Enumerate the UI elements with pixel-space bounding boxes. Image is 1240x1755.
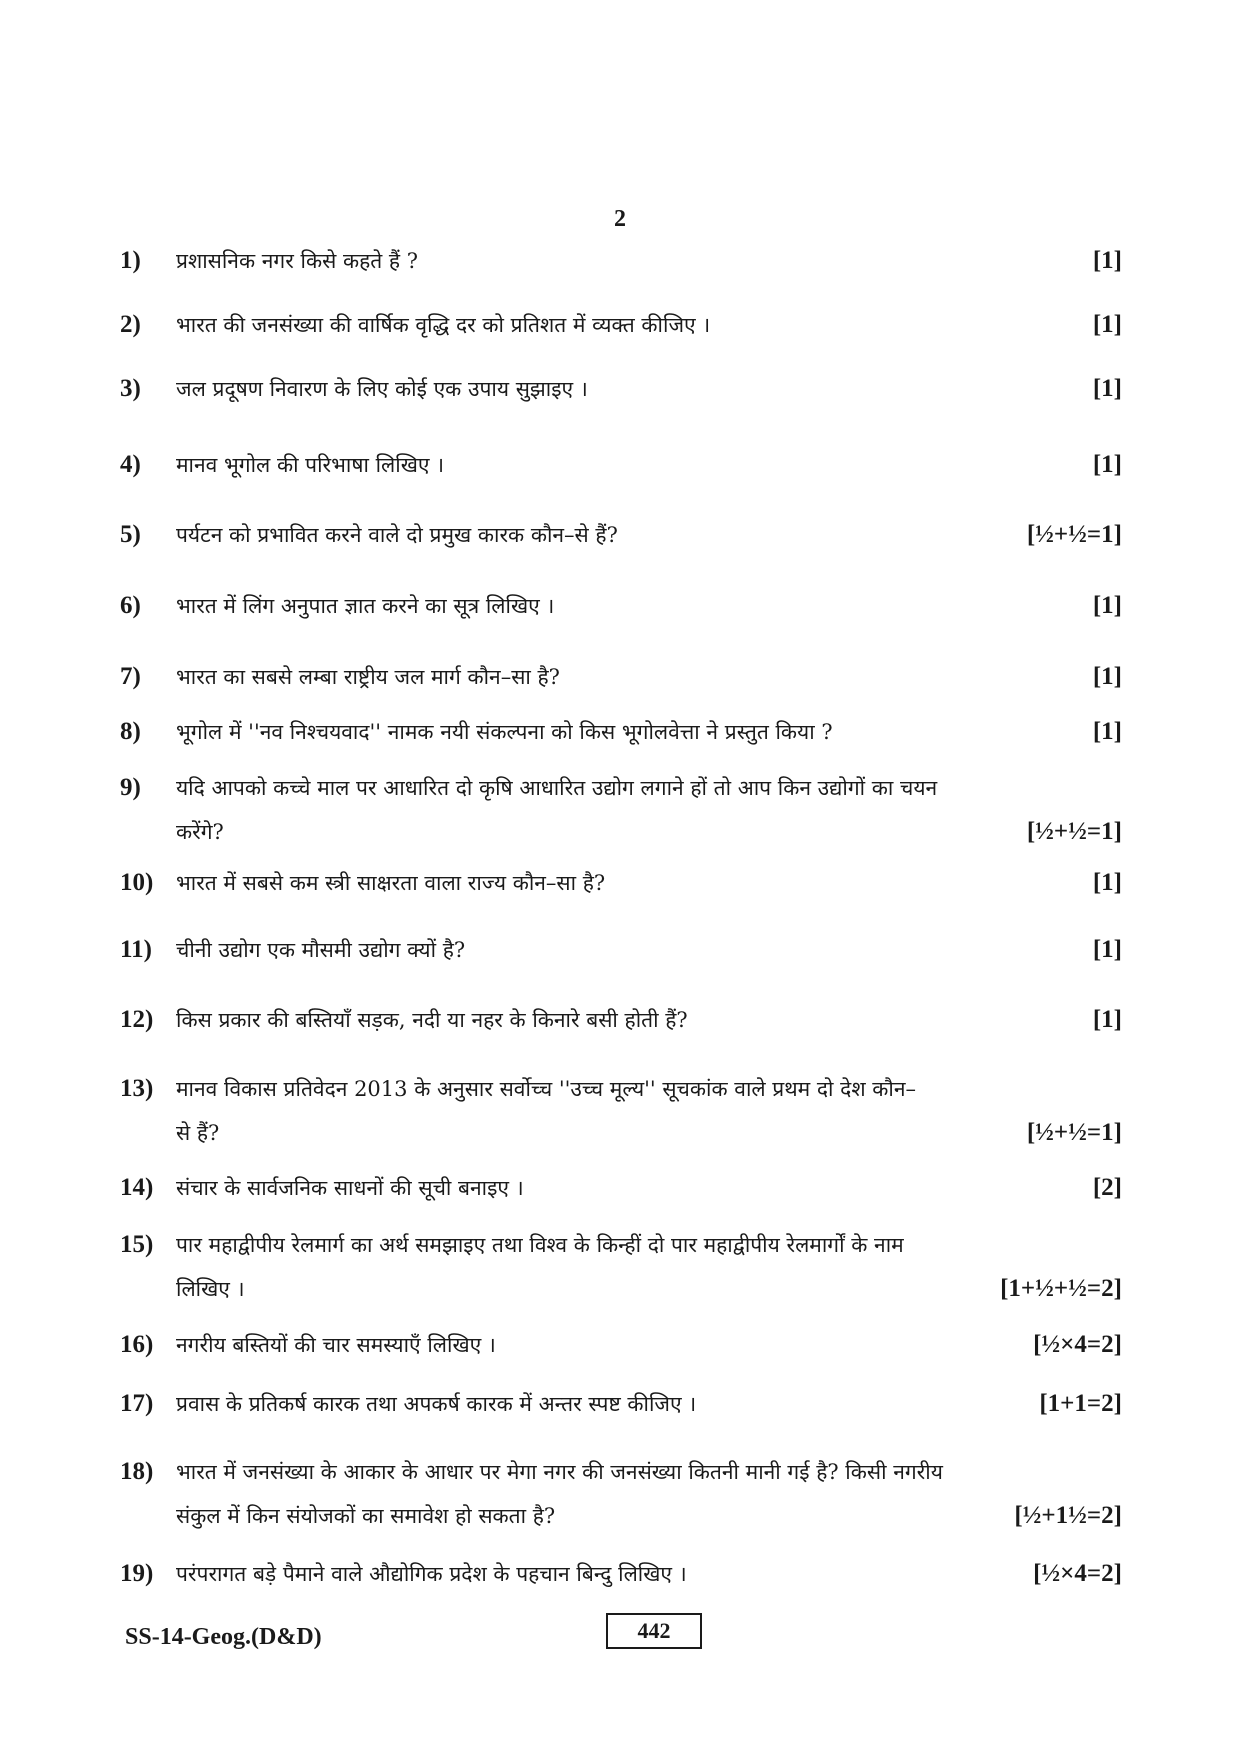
question-number: 8) <box>120 718 141 745</box>
question-text: भारत में लिंग अनुपात ज्ञात करने का सूत्र लिखिए । <box>176 594 555 618</box>
question-text-line-2: लिखिए । <box>176 1277 245 1301</box>
question-number: 1) <box>120 247 141 274</box>
question-text: पर्यटन को प्रभावित करने वाले दो प्रमुख कारक कौन–से हैं? <box>176 523 618 547</box>
question-text: संचार के सार्वजनिक साधनों की सूची बनाइए । <box>176 1176 524 1200</box>
question-marks: [½+1½=2] <box>1014 1502 1122 1529</box>
question-number: 4) <box>120 451 141 478</box>
question-text: चीनी उद्योग एक मौसमी उद्योग क्यों है? <box>176 938 466 962</box>
question-5 <box>120 518 1122 552</box>
question-7 <box>120 660 1122 694</box>
question-13 <box>120 1072 1122 1160</box>
question-marks: [1] <box>1092 247 1122 274</box>
question-marks: [1] <box>1092 869 1122 896</box>
question-number: 9) <box>120 774 141 801</box>
question-number: 16) <box>120 1331 154 1358</box>
question-marks: [1] <box>1092 718 1122 745</box>
question-number: 5) <box>120 521 141 548</box>
footer-page-box: 442 <box>606 1613 702 1649</box>
question-marks: [1] <box>1092 311 1122 338</box>
question-1 <box>120 244 1122 278</box>
question-marks: [1] <box>1092 375 1122 402</box>
question-marks: [½×4=2] <box>1033 1560 1122 1587</box>
question-17 <box>120 1387 1122 1421</box>
question-number: 13) <box>120 1075 154 1102</box>
question-number: 14) <box>120 1174 154 1201</box>
question-number: 15) <box>120 1231 154 1258</box>
question-12 <box>120 1003 1122 1037</box>
question-marks: [1] <box>1092 451 1122 478</box>
paper-code: SS-14-Geog.(D&D) <box>125 1624 322 1650</box>
question-text-line-1: यदि आपको कच्चे माल पर आधारित दो कृषि आधारित उद्योग लगाने हों तो आप किन उद्योगों का चयन <box>176 776 938 800</box>
question-text: भारत का सबसे लम्बा राष्ट्रीय जल मार्ग कौन–सा है? <box>176 665 560 689</box>
question-text: मानव भूगोल की परिभाषा लिखिए । <box>176 453 445 477</box>
question-number: 11) <box>120 936 152 963</box>
question-marks: [1] <box>1092 1006 1122 1033</box>
question-marks: [½+½=1] <box>1026 818 1122 845</box>
question-text: भारत में सबसे कम स्त्री साक्षरता वाला राज्य कौन–सा है? <box>176 871 606 895</box>
question-number: 3) <box>120 375 141 402</box>
question-text: भारत की जनसंख्या की वार्षिक वृद्धि दर को प्रतिशत में व्यक्त कीजिए । <box>176 313 711 337</box>
question-4 <box>120 448 1122 482</box>
question-3 <box>120 372 1122 406</box>
question-2 <box>120 308 1122 342</box>
question-marks: [1] <box>1092 663 1122 690</box>
question-text: जल प्रदूषण निवारण के लिए कोई एक उपाय सुझाइए । <box>176 377 588 401</box>
question-8 <box>120 715 1122 749</box>
question-6 <box>120 589 1122 623</box>
question-number: 7) <box>120 663 141 690</box>
question-number: 19) <box>120 1560 154 1587</box>
question-15 <box>120 1228 1122 1316</box>
question-number: 6) <box>120 592 141 619</box>
question-number: 18) <box>120 1458 154 1485</box>
question-number: 2) <box>120 311 141 338</box>
question-text-line-1: पार महाद्वीपीय रेलमार्ग का अर्थ समझाइए तथा विश्व के किन्हीं दो पार महाद्वीपीय रेलमार्गों के नाम <box>176 1233 904 1257</box>
question-marks: [1] <box>1092 592 1122 619</box>
question-text: किस प्रकार की बस्तियाँ सड़क, नदी या नहर के किनारे बसी होती हैं? <box>176 1008 688 1032</box>
question-9 <box>120 771 1122 859</box>
question-number: 12) <box>120 1006 154 1033</box>
question-text-line-2: से हैं? <box>176 1121 220 1145</box>
question-16 <box>120 1328 1122 1362</box>
question-marks: [½+½=1] <box>1026 1119 1122 1146</box>
question-marks: [½×4=2] <box>1033 1331 1122 1358</box>
question-marks: [1] <box>1092 936 1122 963</box>
page-number: 2 <box>614 206 626 232</box>
question-number: 10) <box>120 869 154 896</box>
question-text: नगरीय बस्तियों की चार समस्याएँ लिखिए । <box>176 1333 496 1357</box>
question-text: भूगोल में ''नव निश्चयवाद'' नामक नयी संकल्पना को किस भूगोलवेत्ता ने प्रस्तुत किया ? <box>176 720 833 744</box>
question-text-line-1: भारत में जनसंख्या के आकार के आधार पर मेगा नगर की जनसंख्या कितनी मानी गई है? किसी नगरीय <box>176 1460 943 1484</box>
question-text-line-2: करेंगे? <box>176 820 224 844</box>
question-marks: [1+1=2] <box>1039 1390 1122 1417</box>
question-18 <box>120 1455 1122 1543</box>
question-marks: [2] <box>1092 1174 1122 1201</box>
question-text: परंपरागत बड़े पैमाने वाले औद्योगिक प्रदेश के पहचान बिन्दु लिखिए । <box>176 1562 687 1586</box>
question-text: प्रवास के प्रतिकर्ष कारक तथा अपकर्ष कारक में अन्तर स्पष्ट कीजिए । <box>176 1392 697 1416</box>
question-marks: [½+½=1] <box>1026 521 1122 548</box>
question-text-line-2: संकुल में किन संयोजकों का समावेश हो सकता है? <box>176 1504 556 1528</box>
question-text-line-1: मानव विकास प्रतिवेदन 2013 के अनुसार सर्वोच्च ''उच्च मूल्य'' सूचकांक वाले प्रथम दो देश कौन– <box>176 1077 916 1101</box>
question-number: 17) <box>120 1390 154 1417</box>
question-10 <box>120 866 1122 900</box>
question-marks: [1+½+½=2] <box>1000 1275 1122 1302</box>
question-19 <box>120 1557 1122 1591</box>
question-text: प्रशासनिक नगर किसे कहते हैं ? <box>176 249 418 273</box>
question-14 <box>120 1171 1122 1205</box>
question-11 <box>120 933 1122 967</box>
